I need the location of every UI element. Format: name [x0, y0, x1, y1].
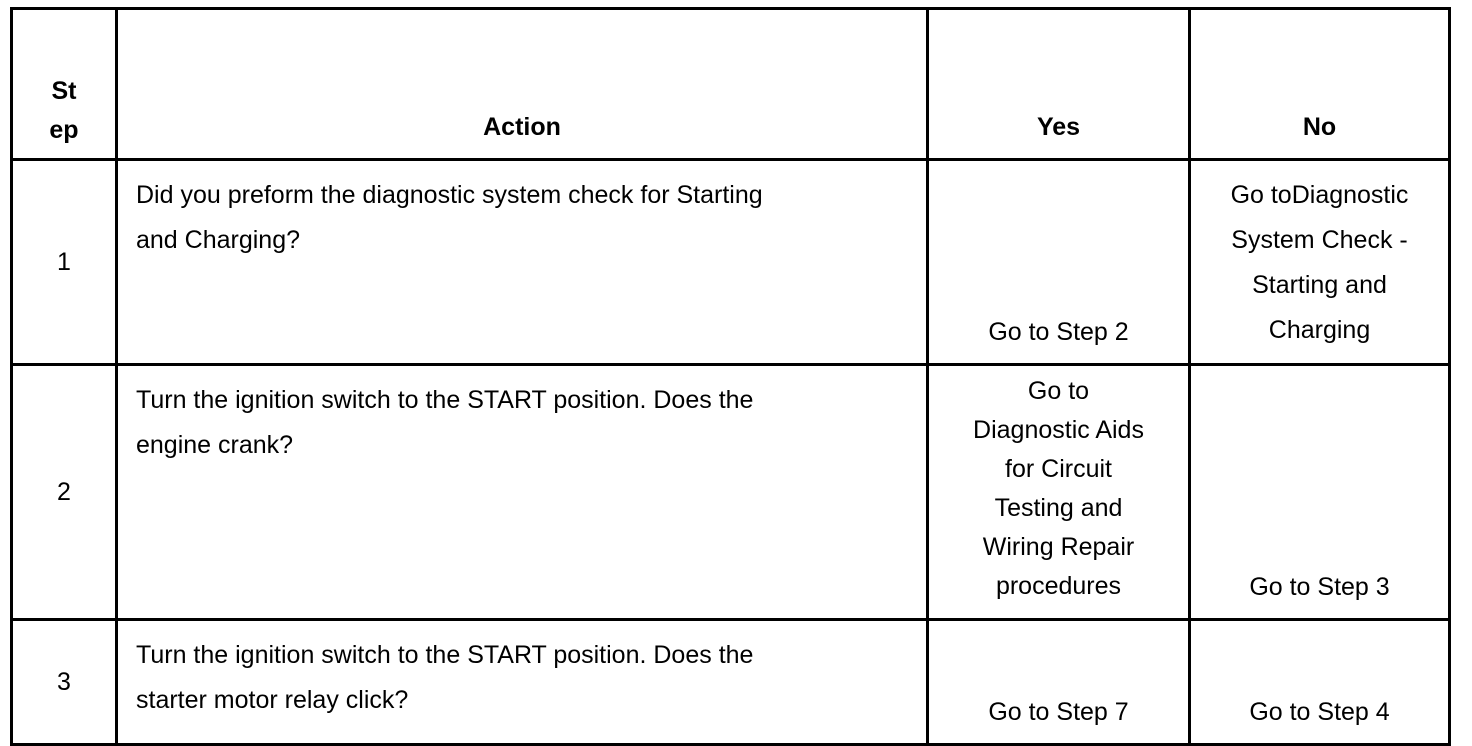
header-yes: Yes: [928, 9, 1190, 160]
no-result-text: Go toDiagnostic System Check - Starting and Charging: [1230, 181, 1409, 344]
header-no: No: [1190, 9, 1450, 160]
action-text: Did you preform the diagnostic system check for Starting and Charging?: [117, 160, 928, 365]
diagnostic-table-container: [10, 7, 1451, 746]
yes-result: [928, 620, 1190, 745]
no-result-text: Go to Step 3: [1249, 573, 1390, 601]
yes-result: [928, 160, 1190, 365]
action-text: Turn the ignition switch to the START position. Does the engine crank?: [117, 365, 928, 620]
table-row: [12, 365, 1450, 620]
header-action: Action: [117, 9, 928, 160]
diagnostic-table: [10, 7, 1451, 746]
no-result-text: Go to Step 4: [1249, 698, 1390, 726]
no-result: [1190, 160, 1450, 365]
header-step: St ep: [12, 9, 117, 160]
no-result: [1190, 365, 1450, 620]
yes-result-text: Go to Step 2: [988, 318, 1129, 346]
table-row: [12, 620, 1450, 745]
no-result: [1190, 620, 1450, 745]
yes-result: [928, 365, 1190, 620]
table-header-row: [12, 9, 1450, 160]
table-row: [12, 160, 1450, 365]
step-number: 3: [12, 620, 117, 745]
yes-result-text: Go to Step 7: [988, 698, 1129, 726]
step-number: 1: [12, 160, 117, 365]
action-text: Turn the ignition switch to the START position. Does the starter motor relay click?: [117, 620, 928, 745]
yes-result-text: Go to Diagnostic Aids for Circuit Testing and Wiring Repair procedures: [973, 377, 1144, 600]
step-number: 2: [12, 365, 117, 620]
